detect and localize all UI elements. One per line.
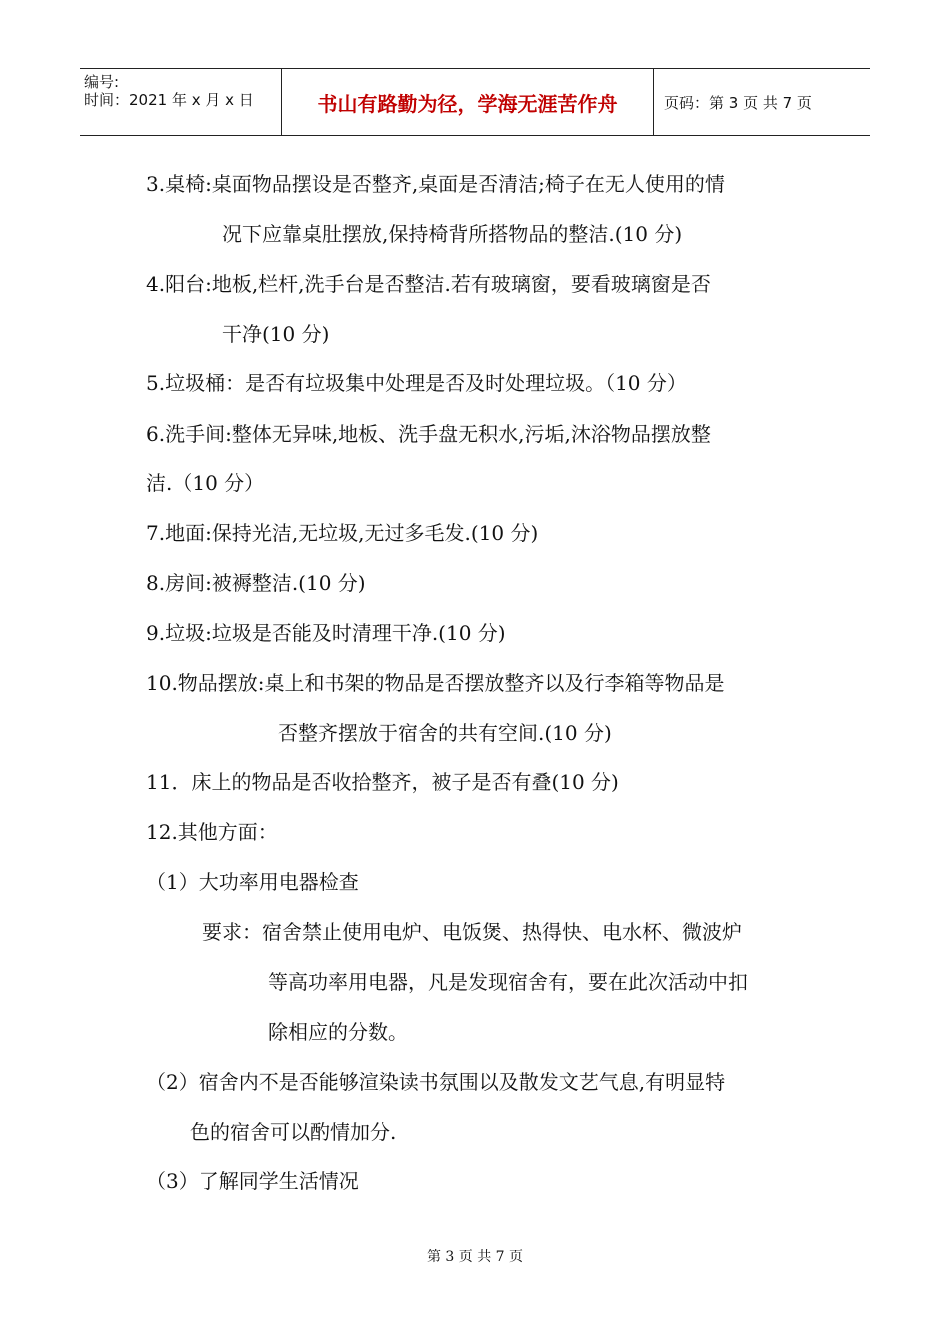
text-line: 况下应靠桌肚摆放,保持椅背所搭物品的整洁.(10 分) bbox=[222, 222, 683, 246]
text-line: 色的宿舍可以酌情加分. bbox=[190, 1120, 397, 1144]
text-line: 8.房间:被褥整洁.(10 分) bbox=[146, 571, 366, 595]
text-line: 等高功率用电器，凡是发现宿舍有，要在此次活动中扣 bbox=[268, 970, 748, 994]
page-footer: 第 3 页 共 7 页 bbox=[426, 1249, 524, 1265]
text-line: 除相应的分数。 bbox=[268, 1020, 408, 1044]
text-line: 3.桌椅:桌面物品摆设是否整齐,桌面是否清洁;椅子在无人使用的情 bbox=[146, 172, 725, 196]
page-header bbox=[80, 68, 870, 136]
text-line: 洁.（10 分） bbox=[146, 471, 265, 495]
text-line: 7.地面:保持光洁,无垃圾,无过多毛发.(10 分) bbox=[146, 521, 539, 545]
header-page-info: 页码：第 3 页 共 7 页 bbox=[664, 93, 812, 112]
text-line: 否整齐摆放于宿舍的共有空间.(10 分) bbox=[278, 721, 612, 745]
text-line: （3）了解同学生活情况 bbox=[146, 1169, 359, 1193]
text-line: （1）大功率用电器检查 bbox=[146, 870, 359, 894]
text-line: 11．床上的物品是否收拾整齐，被子是否有叠(10 分) bbox=[146, 770, 619, 794]
text-line: 5.垃圾桶：是否有垃圾集中处理是否及时处理垃圾。（10 分） bbox=[146, 371, 687, 395]
code-label: 编号: bbox=[84, 73, 120, 91]
header-motto: 书山有路勤为径，学海无涯苦作舟 bbox=[282, 69, 654, 135]
text-line: 12.其他方面： bbox=[146, 820, 278, 844]
time-label: 时间：2021 年 x 月 x 日 bbox=[84, 91, 254, 109]
text-line: 9.垃圾:垃圾是否能及时清理干净.(10 分) bbox=[146, 621, 506, 645]
text-line: （2）宿舍内不是否能够渲染读书氛围以及散发文艺气息,有明显特 bbox=[146, 1070, 726, 1094]
text-line: 10.物品摆放:桌上和书架的物品是否摆放整齐以及行李箱等物品是 bbox=[146, 671, 725, 695]
text-line: 4.阳台:地板,栏杆,洗手台是否整洁.若有玻璃窗，要看玻璃窗是否 bbox=[146, 272, 711, 296]
text-line: 干净(10 分) bbox=[222, 322, 330, 346]
text-line: 6.洗手间:整体无异味,地板、洗手盘无积水,污垢,沐浴物品摆放整 bbox=[146, 422, 711, 446]
text-line: 要求：宿舍禁止使用电炉、电饭煲、热得快、电水杯、微波炉 bbox=[202, 920, 742, 944]
header-meta bbox=[80, 69, 282, 135]
